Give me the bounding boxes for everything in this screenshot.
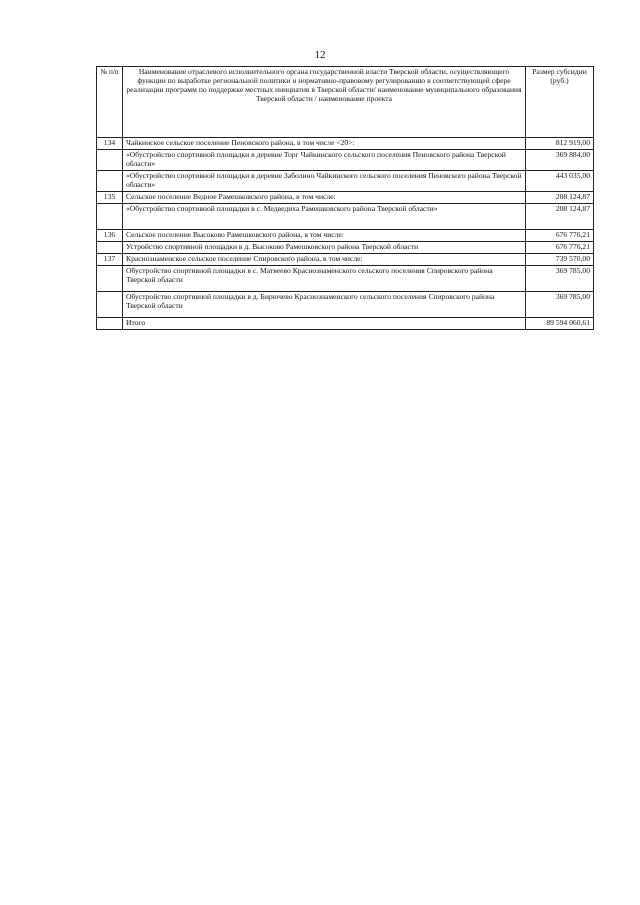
row-amount: 812 919,00: [526, 138, 594, 150]
row-name: «Обустройство спортивной площадки в с. Медведиха Рамешковского района Тверской области»: [123, 203, 526, 229]
row-name: «Обустройство спортивной площадки в деревне Торг Чайкинского сельского поселения Пеновского района Тверской области»: [123, 149, 526, 170]
table-header-row: [97, 67, 594, 138]
row-amount: 208 124,87: [526, 191, 594, 203]
row-amount: 208 124,87: [526, 203, 594, 229]
subsidy-table: [96, 66, 594, 330]
header-number: № п/п: [97, 67, 123, 138]
row-name: «Обустройство спортивной площадки в деревне Заболино Чайкинского сельского поселения Пеновского района Тверской области»: [123, 170, 526, 191]
row-number: [97, 241, 123, 253]
table-row: [97, 138, 594, 150]
row-amount: 676 776,21: [526, 229, 594, 241]
row-name: Итого: [123, 317, 526, 329]
table-body: [97, 138, 594, 330]
table-row: [97, 265, 594, 291]
row-name: Обустройство спортивной площадки в д. Бирючево Краснознаменского сельского поселения Спировского района Тверской области: [123, 291, 526, 317]
row-name: Сельское поселение Ведное Рамешковского района, в том числе:: [123, 191, 526, 203]
table-row: [97, 317, 594, 329]
row-name: Обустройство спортивной площадки в с. Матвеево Краснознаменского сельского поселения Спировского района Тверской области: [123, 265, 526, 291]
row-name: Устройство спортивной площадки в д. Высоково Рамешковского района Тверской области: [123, 241, 526, 253]
row-number: 136: [97, 229, 123, 241]
table-row: [97, 203, 594, 229]
row-amount: 443 035,00: [526, 170, 594, 191]
row-number: [97, 203, 123, 229]
table-row: [97, 253, 594, 265]
header-name: Наименование отраслевого исполнительного органа государственной власти Тверской области, осуществляющего функции по выработке региональной политики и нормативно-правовому регулированию в соответствующей сфере реализации программ по поддержке местных инициатив в Тверской области/ наименование муниципального образования Тверской области / наименование проекта: [123, 67, 526, 138]
row-name: Сельское поселение Высоково Рамешковского района, в том числе:: [123, 229, 526, 241]
row-amount: 369 884,00: [526, 149, 594, 170]
row-number: 137: [97, 253, 123, 265]
page-number: 12: [314, 49, 326, 61]
row-name: Чайкинское сельское поселение Пеновского района, в том числе <20>:: [123, 138, 526, 150]
table-row: [97, 191, 594, 203]
row-amount: 676 776,21: [526, 241, 594, 253]
row-number: [97, 291, 123, 317]
row-number: [97, 170, 123, 191]
row-amount: 369 785,00: [526, 291, 594, 317]
table-row: [97, 241, 594, 253]
row-number: [97, 317, 123, 329]
row-amount: 369 785,00: [526, 265, 594, 291]
row-amount: 739 570,00: [526, 253, 594, 265]
row-number: [97, 149, 123, 170]
header-amount: Размер субсидии (руб.): [526, 67, 594, 138]
row-number: 134: [97, 138, 123, 150]
row-number: [97, 265, 123, 291]
row-number: 135: [97, 191, 123, 203]
table-row: [97, 149, 594, 170]
row-name: Краснознаменское сельское поселение Спировского района, в том числе:: [123, 253, 526, 265]
row-amount: 89 594 060,61: [526, 317, 594, 329]
table-row: [97, 291, 594, 317]
table-row: [97, 170, 594, 191]
table-row: [97, 229, 594, 241]
